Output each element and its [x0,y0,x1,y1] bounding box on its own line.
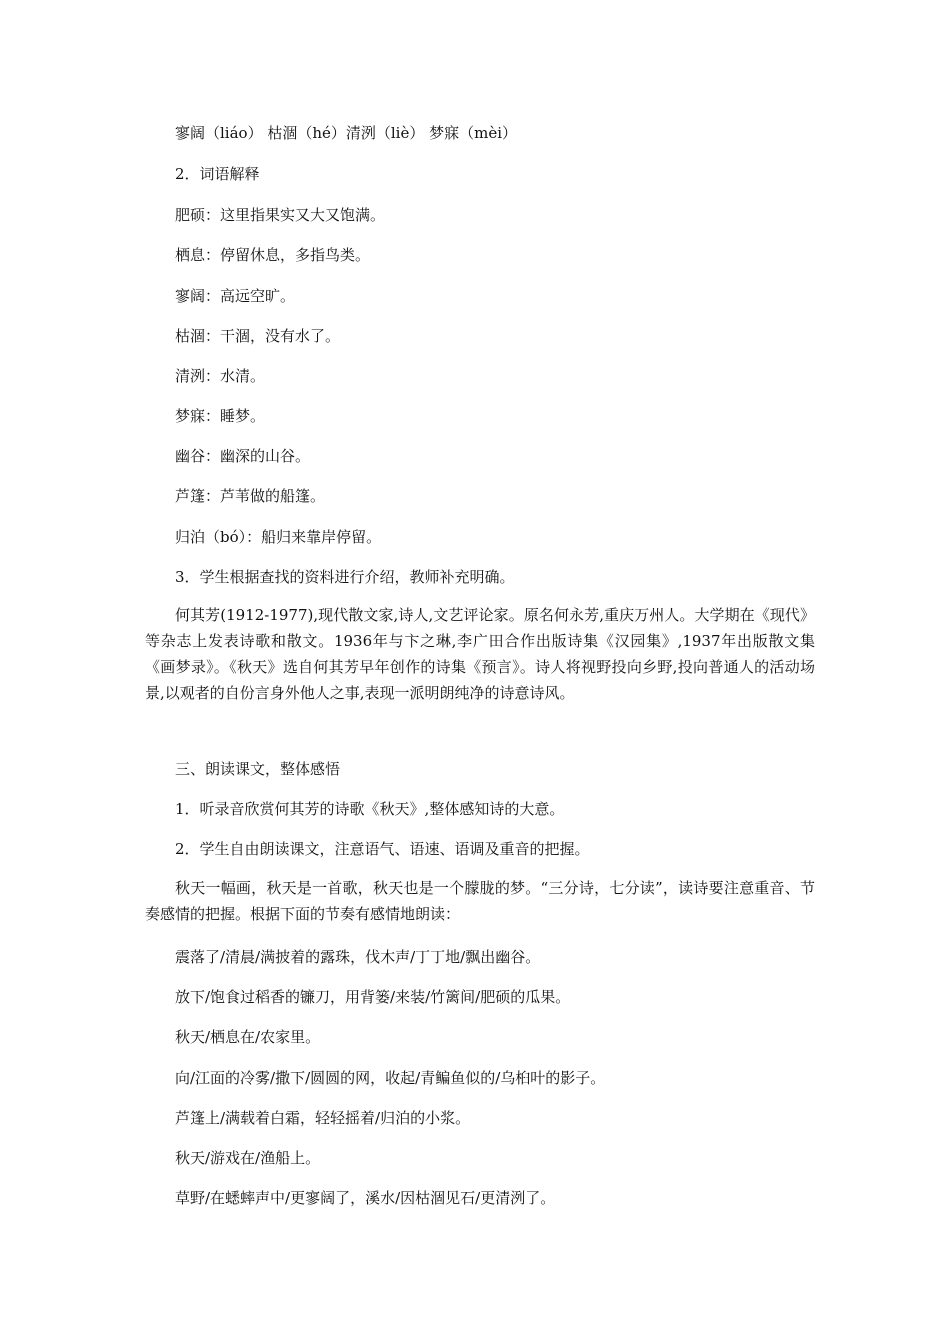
definition-line: 芦篷：芦苇做的船篷。 [175,487,326,505]
section-heading: 三、朗读课文，整体感悟 [175,760,341,778]
poem-line: 芦篷上/满载着白霜，轻轻摇着/归泊的小浆。 [175,1109,471,1127]
definition-line: 枯涸：干涸，没有水了。 [175,327,341,345]
poem-line: 草野/在蟋蟀声中/更寥阔了，溪水/因枯涸见石/更清洌了。 [175,1189,556,1207]
definition-line: 寥阔：高远空旷。 [175,287,296,305]
definition-line: 归泊（bó）：船归来靠岸停留。 [175,528,382,546]
definition-line: 梦寐：睡梦。 [175,407,266,425]
definition-line: 肥硕：这里指果实又大又饱满。 [175,206,386,224]
author-bio-paragraph: 何其芳(1912-1977),现代散文家,诗人,文艺评论家。原名何永芳,重庆万州人。大学期在《现代》等杂志上发表诗歌和散文。1936年与卞之琳,李广田合作出版诗集《汉园集》,1937年出版散文集《画梦录》。《秋天》选自何其芳早年创作的诗集《预言》。诗人将视野投向乡野,投向普通人的活动场景,以观者的自份言身外他人之事,表现一派明朗纯净的诗意诗风。 [145,606,815,702]
poem-line: 震落了/清晨/满披着的露珠，伐木声/丁丁地/飘出幽谷。 [175,948,541,966]
step-line: 2．学生自由朗读课文，注意语气、语速、语调及重音的把握。 [175,840,590,858]
poem-line: 放下/饱食过稻香的镰刀，用背篓/来装/竹篱间/肥硕的瓜果。 [175,988,571,1006]
poem-line: 向/江面的冷雾/撒下/圆圆的网，收起/青鳊鱼似的/乌桕叶的影子。 [175,1069,606,1087]
definition-line: 幽谷：幽深的山谷。 [175,447,311,465]
subsection-heading: 2．词语解释 [175,165,260,183]
poem-line: 秋天/栖息在/农家里。 [175,1028,321,1046]
definition-line: 栖息：停留休息，多指鸟类。 [175,246,371,264]
pronunciation-line: 寥阔（liáo） 枯涸（hé）清洌（liè） 梦寐（mèi） [175,124,518,142]
poem-line: 秋天/游戏在/渔船上。 [175,1149,321,1167]
step-line: 1．听录音欣赏何其芳的诗歌《秋天》,整体感知诗的大意。 [175,800,565,818]
subsection-heading: 3．学生根据查找的资料进行介绍，教师补充明确。 [175,568,515,586]
definition-line: 清洌：水清。 [175,367,266,385]
reading-guide-paragraph: 秋天一幅画，秋天是一首歌，秋天也是一个朦胧的梦。“三分诗，七分读”，读诗要注意重音、节奏感情的把握。根据下面的节奏有感情地朗读： [145,879,815,923]
